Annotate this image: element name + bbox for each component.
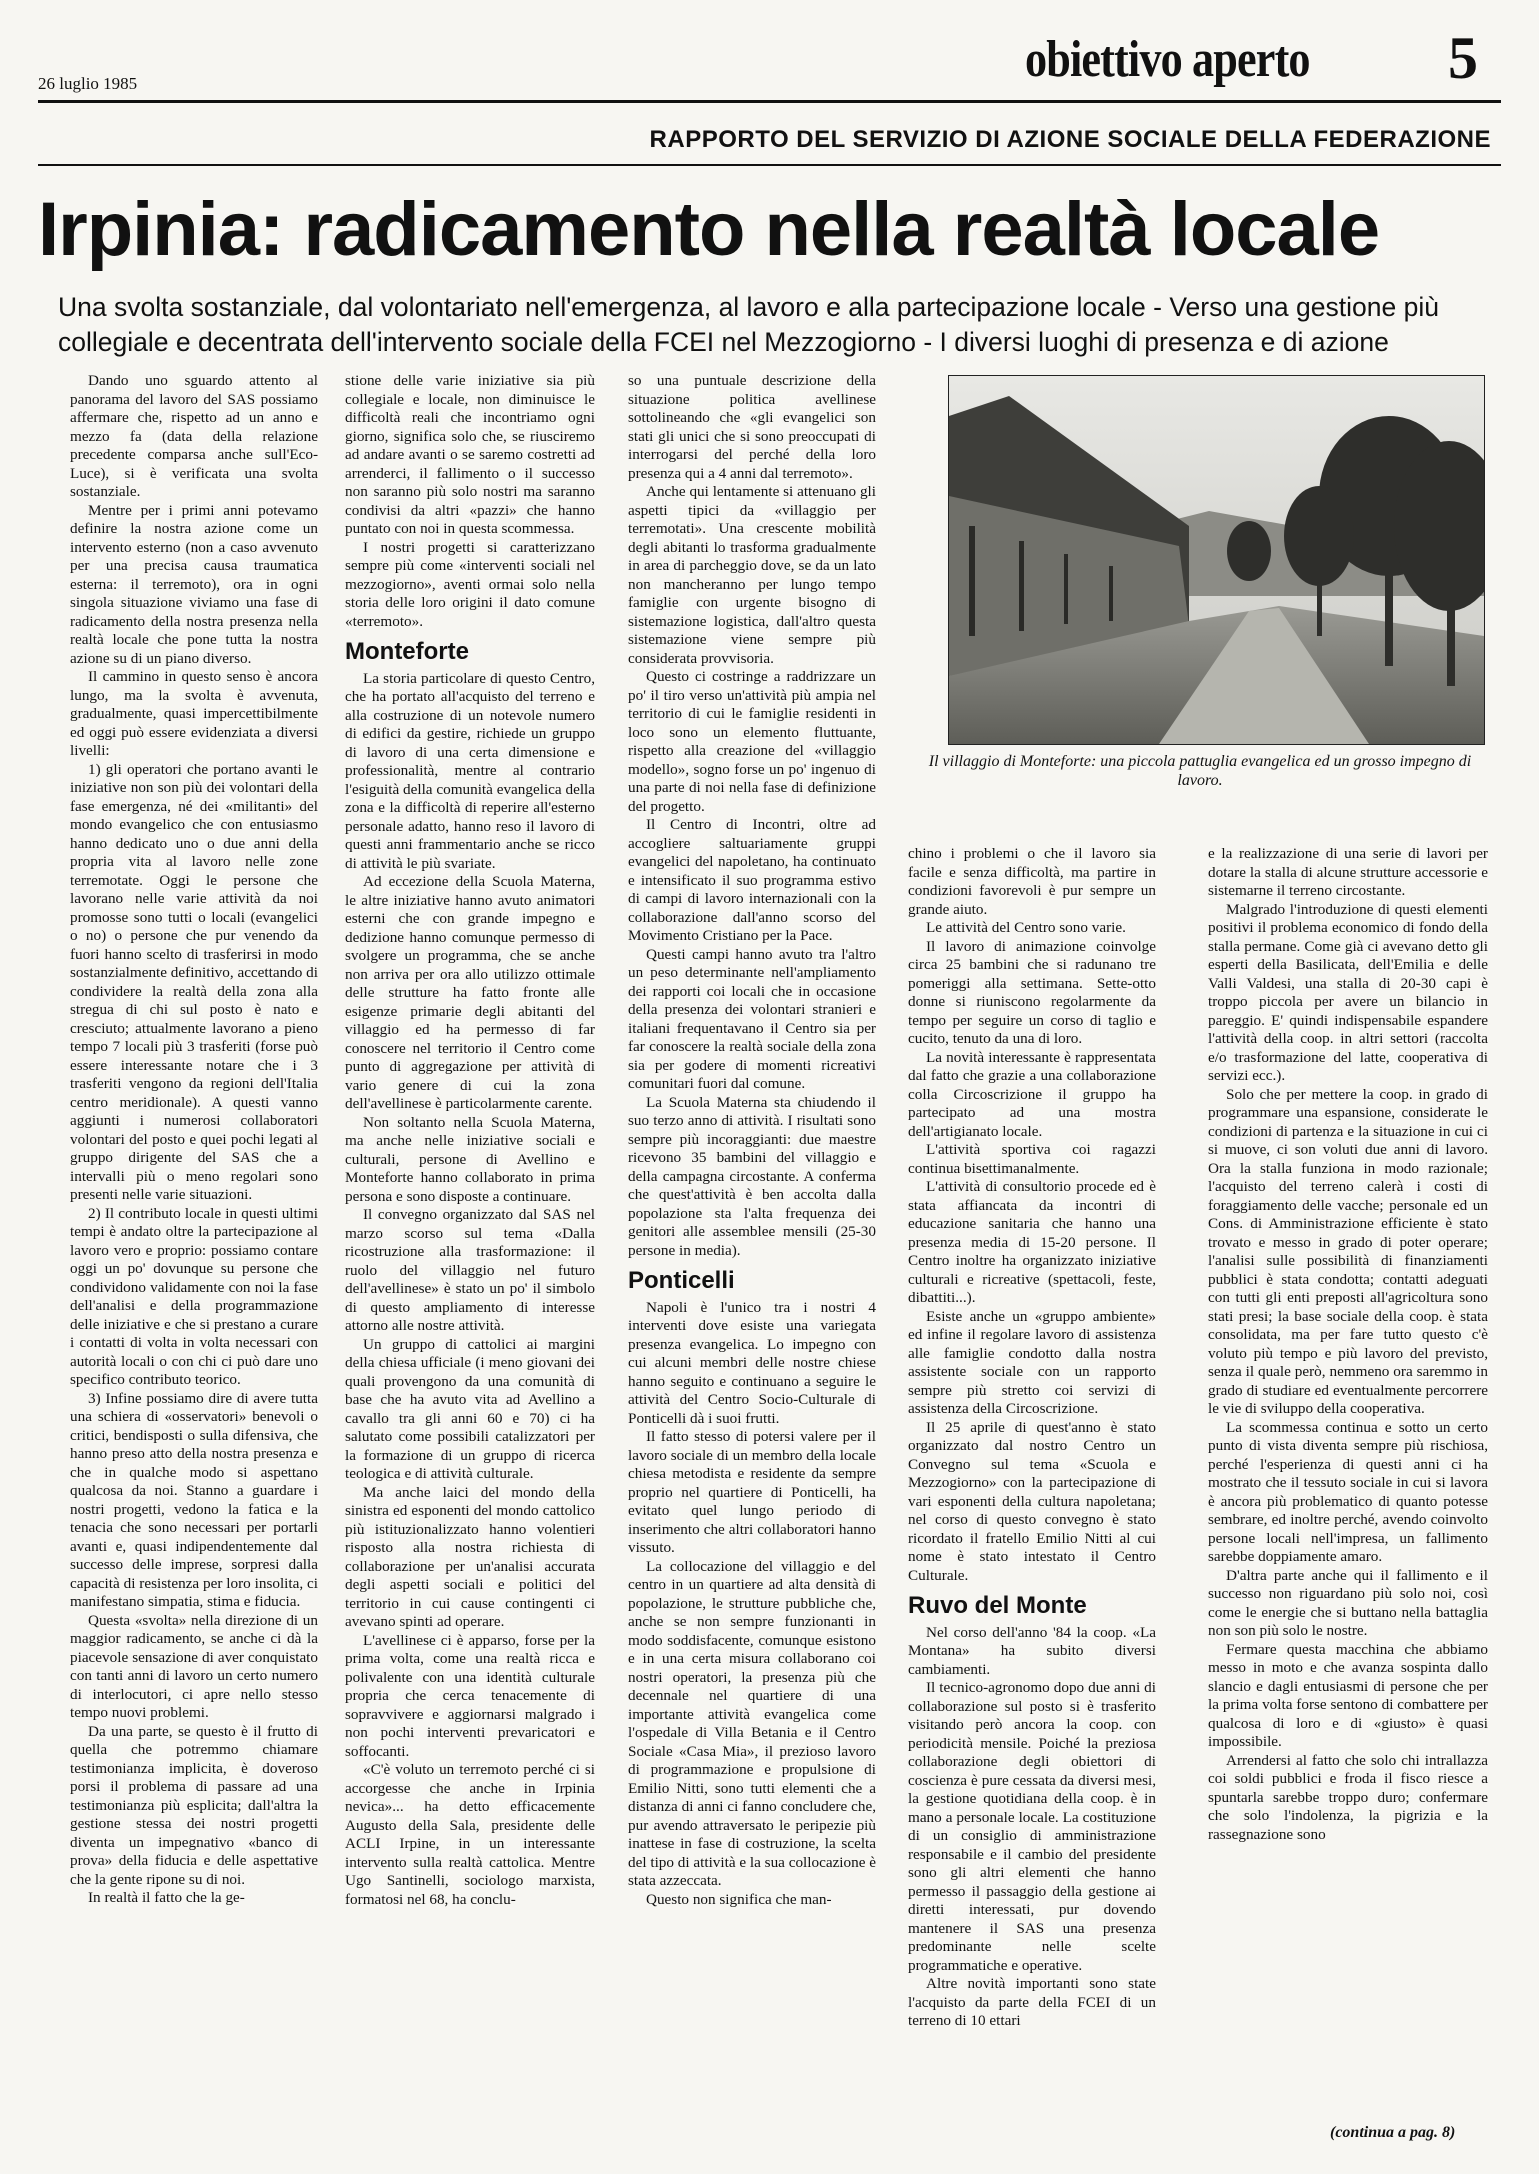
paragraph: Il fatto stesso di potersi valere per il lavoro sociale di un membro della locale chiesa metodista e residente da sempre proprio nel quartiere di Ponticelli, ha evitato quel lungo periodo di inserimento che altri collaboratori hanno vissuto. <box>628 1428 876 1556</box>
paragraph: Questa «svolta» nella direzione di un maggior radicamento, se anche ci dà la piacevole sensazione di aver conquistato con tanti anni di lavoro un certo numero di interlocutori, ci apre nello stesso tempo nuovi problemi. <box>70 1611 318 1721</box>
subheading-monteforte: Monteforte <box>345 638 469 665</box>
paragraph: Questi campi hanno avuto tra l'altro un peso determinante nell'ampliamento dei rapporti coi locali che in occasione della presenza dei volontari stranieri e italiani frequentavano il Centro sia per far conoscere la realtà sociale della zona sia per godere di momenti ricreativi comunitari fuori dal comune. <box>628 945 876 1092</box>
paragraph: Mentre per i primi anni potevamo definire la nostra azione come un intervento esterno (non a caso avvenuto per una precisa causa traumatica esterna: il terremoto), ora in ogni singola situazione viviamo una fase di radicamento della nostra presenza nella realtà locale che pone tutta la nostra azione su di un piano diverso. <box>70 501 318 667</box>
paragraph: Nel corso dell'anno '84 la coop. «La Montana» ha subito diversi cambiamenti. <box>908 1623 1156 1678</box>
photo-caption: Il villaggio di Monteforte: una piccola pattuglia evangelica ed un grosso impegno di lavoro. <box>928 753 1472 789</box>
paragraph: Solo che per mettere la coop. in grado di programmare una espansione, considerate le condizioni di partenza e la situazione in cui ci si muove, ci son voluti due anni di lavoro. Ora la stalla funziona in modo razionale; l'acquisto del terreno calerà i costi di foraggiamento delle vacche; personale ed un Cons. di Amministrazione efficiente è stato trovato e messo in grado di poter operare; l'analisi sulle possibilità di finanziamenti pubblici è stata condotta; contatti adeguati con tutti gli enti preposti all'agricoltura sono stati presi; la base sociale della coop. è stata consolidata, ma per fare tutto questo c'è voluto più tempo e più lavoro del previsto, senza il quale però, nemmeno ora saremmo in grado di studiare ed eventualmente percorrere le vie di sviluppo della cooperativa. <box>1208 1085 1488 1417</box>
paragraph: Ma anche laici del mondo della sinistra ed esponenti del mondo cattolico più istituzionalizzato hanno volentieri risposto alla nostra richiesta di collaborazione per un'analisi accurata degli aspetti sociali e politici del territorio in cui cause contingenti ci avevano spinti ad operare. <box>345 1483 595 1630</box>
paragraph: Le attività del Centro sono varie. <box>926 919 1126 936</box>
column-2 <box>345 372 595 2142</box>
paragraph: Il Centro di Incontri, oltre ad accogliere saltuariamente gruppi evangelici del napoletano, ha continuato e intensificato il suo programma estivo di campi di lavoro internazionali con la collaborazione dall'anno scorso del Movimento Cristiano per la Pace. <box>628 816 876 944</box>
section-title: RAPPORTO DEL SERVIZIO DI AZIONE SOCIALE DELLA FEDERAZIONE <box>649 126 1491 153</box>
photo-village-monteforte <box>948 375 1485 745</box>
paragraph: Non soltanto nella Scuola Materna, ma anche nelle iniziative sociali e culturali, persone di Avellino e Monteforte hanno collaborato in prima persona e sono disposte a continuare. <box>345 1113 595 1205</box>
paragraph: L'attività di consultorio procede ed è stata affiancata da incontri di educazione sanitaria che hanno una presenza media di 15-20 persone. Il Centro inoltre ha organizzato iniziative culturali e ricreative (spettacoli, feste, dibattiti...). <box>908 1178 1156 1306</box>
paragraph: so una puntuale descrizione della situazione politica avellinese sottolineando che «gli evangelici son stati gli unici che si sono preoccupati di interrogarsi del perché della loro presenza qui a 4 anni dal terremoto». <box>628 372 876 482</box>
paragraph: Arrendersi al fatto che solo chi intrallazza coi soldi pubblici e froda il fisco riesce a spuntarla sarebbe troppo duro; confermare che solo l'indolenza, la pigrizia e la rassegnazione sono <box>1208 1751 1488 1843</box>
paragraph: Il convegno organizzato dal SAS nel marzo scorso sul tema «Dalla ricostruzione alla trasformazione: il ruolo del villaggio nel futuro dell'avellinese» è stato un po' il simbolo di questo ampliamento di interesse attorno alle nostre attività. <box>345 1206 595 1334</box>
paragraph: e la realizzazione di una serie di lavori per dotare la stalla di alcune strutture accessorie e sistemarne il terreno circostante. <box>1208 845 1488 899</box>
paragraph: 1) gli operatori che portano avanti le iniziative non son più dei volontari della fase emergenza, né dei «militanti» del mondo evangelico che con entusiasmo hanno dedicato uno o due anni della propria vita al lavoro nelle zone terremotate. Oggi le persone che lavorano nelle varie attività da noi promosse sono tutti o locali (evangelici o no) o persone che pur venendo da fuori hanno scelto di trasferirsi in modo sostanzialmente definitivo, accettando di condividere la realtà della zona alla stregua di chi sul posto è nato e cresciuto; attualmente lavorano a pieno tempo 7 locali più 3 trasferiti (forse può essere interessante notare che i 3 trasferiti vengono da regioni dell'Italia centro meridionale). A questi vanno aggiunti i numerosi collaboratori volontari del posto e quei pochi legati al gruppo dirigente del SAS che a intervalli più o meno regolari sono presenti nelle varie situazioni. <box>70 760 318 1203</box>
paragraph: Il lavoro di animazione coinvolge circa 25 bambini che si radunano tre pomeriggi alla settimana. Sette-otto donne si riuniscono regolarmente da tempo per seguire un corso di taglio e cucito, tenuto da una di loro. <box>908 937 1156 1047</box>
paragraph: La scommessa continua e sotto un certo punto di vista diventa sempre più rischiosa, perché l'esperienza di questi anni ci ha mostrato che il tessuto sociale in cui si lavora è ancora più problematico di quanto potesse sembrare, ed inoltre perché, avendo coinvolto persone locali nell'impresa, un fallimento sarebbe doppiamente amaro. <box>1208 1418 1488 1565</box>
top-rule <box>38 100 1501 103</box>
page-number: 5 <box>1448 25 1478 91</box>
paragraph: Il cammino in questo senso è ancora lungo, ma la svolta è avvenuta, gradualmente, quasi impercettibilmente ed oggi può essere evidenziata a diversi livelli: <box>70 668 318 759</box>
section-rule <box>38 164 1501 166</box>
subheading-ruvo-del-monte: Ruvo del Monte <box>908 1592 1087 1619</box>
continued-link[interactable]: (continua a pag. 8) <box>1330 2124 1456 2141</box>
paragraph: 2) Il contributo locale in questi ultimi tempi è andato oltre la partecipazione al lavoro vero e proprio: possiamo contare oggi un po' dovunque su persone che condividono validamente con noi la fase dell'analisi e della programmazione delle iniziative e che si prestano a curare i contatti di volta in volta necessari con autorità locali o con chi ci può dare uno specifico contributo teorico. <box>70 1204 318 1388</box>
paragraph: Il 25 aprile di quest'anno è stato organizzato dal nostro Centro un Convegno sul tema «Scuola e Mezzogiorno» con la partecipazione di vari esponenti della cultura napoletana; nel corso di questo convegno è stato ricordato il fratello Emilio Nitti al cui nome è stato intestato il Centro Culturale. <box>908 1418 1156 1584</box>
paragraph: In realtà il fatto che la ge- <box>88 1889 245 1906</box>
paragraph: Un gruppo di cattolici ai margini della chiesa ufficiale (i meno giovani dei quali provengono da una comunità di base che ha avuto vita ad Avellino a cavallo tra gli anni 60 e 70) ci ha salutato come possibili catalizzatori per la formazione di un gruppo di ricerca teologica e di attività culturale. <box>345 1335 595 1482</box>
paragraph: D'altra parte anche qui il fallimento e il successo non riguardano più solo noi, così come le energie che si buttano nella battaglia non son più solo le nostre. <box>1208 1566 1488 1639</box>
paragraph: La collocazione del villaggio e del centro in un quartiere ad alta densità di popolazione, le strutture pubbliche che, anche se non sempre funzionanti in modo soddisfacente, comunque esistono e in una certa misura collaborano coi nostri operatori, la presenza più che decennale nel quartiere di una importante attività evangelica come l'ospedale di Villa Betania e il Centro Sociale «Casa Mia», il prezioso lavoro di programmazione e propulsione di Emilio Nitti, sono tutti elementi che a distanza di anni ci fanno concludere che, pur avendo attraversato le peripezie più inattese in fase di costruzione, la scelta del tipo di attività e la sua collocazione è stata azzeccata. <box>628 1557 876 1889</box>
subhead: Una svolta sostanziale, dal volontariato nell'emergenza, al lavoro e alla partecipazione locale - Verso una gestione più collegiale e decentrata dell'intervento sociale della FCEI nel Mezzogiorno - I diversi luoghi di presenza e di azione <box>58 292 1439 357</box>
paragraph: Malgrado l'introduzione di questi elementi positivi il problema economico di fondo della stalla permane. Come già ci avevano detto gli esperti della Basilicata, dell'Emilia e delle Valli Valdesi, una stalla di 20-30 capi è troppo piccola per avere un bilancio in pareggio. E' quindi indispensabile espandere l'attività della coop. in altri settori (raccolta e/o trasformazione del latte, cooperativa di servizi ecc.). <box>1208 900 1488 1084</box>
paragraph: L'avellinese ci è apparso, forse per la prima volta, come una realtà ricca e polivalente con una identità culturale propria che cerca tenacemente di sopravvivere e aggiornarsi malgrado i non pochi interventi prevaricatori e soffocanti. <box>345 1631 595 1760</box>
paragraph: Ad eccezione della Scuola Materna, le altre iniziative hanno avuto animatori esterni che con grande impegno e dedizione hanno comunque permesso di svolgere un programma, che se anche non arriva per ora allo utilizzo ottimale delle strutture ha fatto fronte alle esigenze primarie degli abitanti del villaggio ed ha permesso di far conoscere nel territorio il Centro come punto di aggregazione per attività di vario genere di cui la zona dell'avellinese è particolarmente carente. <box>345 873 595 1112</box>
paragraph: Altre novità importanti sono state l'acquisto da parte della FCEI di un terreno di 10 ettari <box>908 1975 1156 2029</box>
paragraph: Da una parte, se questo è il frutto di quella che potremmo chiamare testimonianza implicita, è doveroso porsi il problema di passare ad una testimonianza più esplicita; dall'altra la gestione stessa dei nostri progetti diventa un impegnativo «banco di prova» della fiducia e delle aspettative che la gente ripone su di noi. <box>70 1722 318 1888</box>
column-1 <box>70 372 318 2142</box>
paragraph: Il tecnico-agronomo dopo due anni di collaborazione sul posto si è trasferito visitando però ancora la coop. con periodicità mensile. Poiché la preziosa collaborazione degli obiettori di coscienza è pure cessata da diversi mesi, la gestione quotidiana della coop. è in mano a personale locale. La costituzione di un consiglio di amministrazione responsabile e il cambio del presidente sono gli altri elementi che hanno permesso il passaggio della gestione ai diretti interessati, pur dovendo mantenere il SAS una presenza predominante nelle scelte programmatiche e operative. <box>908 1679 1156 1974</box>
column-5 <box>1208 845 1488 2145</box>
headline: Irpinia: radicamento nella realtà locale <box>38 187 1380 272</box>
paragraph: Esiste anche un «gruppo ambiente» ed infine il regolare lavoro di assistenza alle famiglie condotto dalla nostra assistente sociale con un rapporto sempre più stretto coi servizi di assistenza della Circoscrizione. <box>908 1307 1156 1417</box>
subheading-ponticelli: Ponticelli <box>628 1267 735 1294</box>
paragraph: Anche qui lentamente si attenuano gli aspetti tipici da «villaggio per terremotati». Una crescente mobilità degli abitanti lo trasforma gradualmente in area di parcheggio dove, se da un lato non mancheranno per lungo tempo famiglie con urgente bisogno di sistemazione logistica, dall'altro questa sistemazione viene sempre più considerata provvisoria. <box>628 483 876 667</box>
paragraph: stione delle varie iniziative sia più collegiale e locale, non diminuisce le difficoltà reali che incontriamo ogni giorno, significa solo che, se riusciremo ad andare avanti o se saremo costretti ad arrenderci, il fallimento o il successo non saranno più solo nostri ma saranno condivisi da altri «pazzi» che hanno puntato con noi in questa scommessa. <box>345 372 595 537</box>
paragraph: «C'è voluto un terremoto perché ci si accorgesse che anche in Irpinia nevica»... ha detto efficacemente Augusto della Sala, presidente delle ACLI Irpine, in un interessante intervento sulla realtà cattolica. Mentre Ugo Santinelli, sociologo marxista, formatosi nel 68, ha conclu- <box>345 1761 595 1908</box>
paragraph: Dando uno sguardo attento al panorama del lavoro del SAS possiamo affermare che, rispetto ad un anno e mezzo fa (data della relazione precedente comparsa anche sull'Eco-Luce), si è verificata una svolta sostanziale. <box>70 372 318 500</box>
issue-date: 26 luglio 1985 <box>38 74 138 93</box>
paragraph: Napoli è l'unico tra i nostri 4 interventi dove esiste una variegata presenza evangelica. Lo impegno con cui alcuni membri delle nostre chiese hanno seguito e continuano a seguire le attività del Centro Socio-Culturale di Ponticelli dà i suoi frutti. <box>628 1298 876 1427</box>
column-3 <box>628 372 876 2142</box>
paragraph: La storia particolare di questo Centro, che ha portato all'acquisto del terreno e alla costruzione di un notevole numero di edifici da gestire, richiede un gruppo di lavoro di una certa dimensione e professionalità, mentre al contrario l'esiguità della comunità evangelica della zona e la difficoltà di reperire all'esterno personale adatto, hanno reso il lavoro di questi anni frammentario anche se ricco di attività le più svariate. <box>345 669 595 872</box>
paragraph: Questo non significa che man- <box>646 1890 832 1908</box>
masthead: obiettivo aperto <box>1025 31 1310 88</box>
paragraph: Fermare questa macchina che abbiamo messo in moto e che avanza sospinta dallo slancio e dagli entusiasmi di persone che per la prima volta forse sentono di combattere per qualcosa di loro e di «giusto» è quasi impossibile. <box>1208 1640 1488 1750</box>
paragraph: chino i problemi o che il lavoro sia facile e senza difficoltà, ma partire in condizioni favorevoli è pur sempre un grande aiuto. <box>908 845 1156 918</box>
column-4 <box>908 845 1156 2145</box>
paragraph: Questo ci costringe a raddrizzare un po' il tiro verso un'attività più ampia nel territorio di cui le famiglie residenti in loco sono un elemento fluttuante, rispetto alla creazione del «villaggio modello», sogno forse un po' ingenuo di una parte di noi nella fase di definizione del progetto. <box>628 668 876 815</box>
paragraph: L'attività sportiva coi ragazzi continua bisettimanalmente. <box>908 1141 1156 1177</box>
paragraph: I nostri progetti si caratterizzano sempre più come «interventi sociali nel mezzogiorno», aventi ormai solo nella storia delle loro origini il dato comune «terremoto». <box>345 538 595 630</box>
paragraph: La novità interessante è rappresentata dal fatto che grazie a una collaborazione colla Circoscrizione il gruppo ha partecipato ad una mostra dell'artigianato locale. <box>908 1048 1156 1140</box>
paragraph: 3) Infine possiamo dire di avere tutta una schiera di «osservatori» benevoli o critici, bendisposti o sulla difensiva, che hanno preso atto della nostra presenza e che in qualche modo si aspettano qualcosa da noi. Stanno a guardare i nostri progetti, vedono la fatica e la tenacia che sono necessari per portarli avanti e, quasi indipendentemente dal successo delle imprese, sorpresi dalla capacità di resistenza per loro insolita, ci manifestano simpatia, stima e fiducia. <box>70 1389 318 1610</box>
paragraph: La Scuola Materna sta chiudendo il suo terzo anno di attività. I risultati sono sempre più incoraggianti: due maestre ricevono 35 bambini del villaggio e della campagna circostante. A conferma che quest'attività è ben accolta dalla popolazione sta l'alta frequenza dei genitori alle assemblee mensili (25-30 persone in media). <box>628 1093 876 1259</box>
